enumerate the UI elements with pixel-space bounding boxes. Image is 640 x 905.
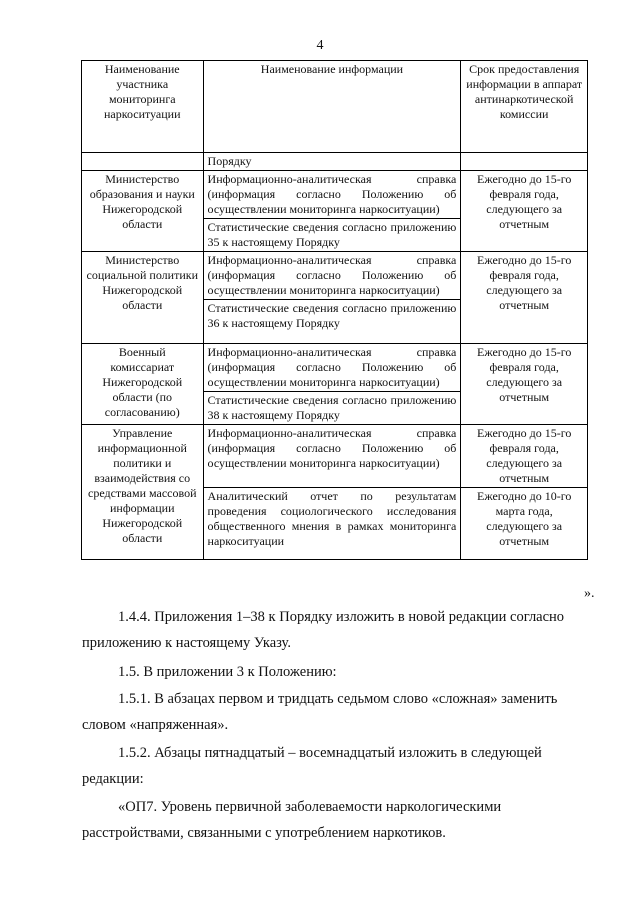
- table-row: [82, 252, 588, 300]
- participant-cell: Управление информационной политики и взаимодействия со средствами массовой информации Нижегородской области: [82, 425, 204, 560]
- info-cell: Статистические сведения согласно приложению 38 к настоящему Порядку: [203, 392, 461, 425]
- paragraph-op7-continuation: расстройствами, связанными с употреблением наркотиков.: [82, 825, 446, 841]
- deadline-cell: Ежегодно до 15-го февраля года, следующего за отчетным: [461, 171, 588, 252]
- paragraph-op7: «ОП7. Уровень первичной заболеваемости наркологическими: [118, 799, 502, 815]
- info-cell: Статистические сведения согласно приложению 35 к настоящему Порядку: [203, 219, 461, 252]
- info-cell: Информационно-аналитическая справка (информация согласно Положению об осуществлении мониторинга наркоситуации): [203, 425, 461, 488]
- deadline-cell: Ежегодно до 15-го февраля года, следующего за отчетным: [461, 252, 588, 344]
- header-deadline: Срок предоставления информации в аппарат антинаркотической комиссии: [461, 61, 588, 153]
- deadline-cell: Ежегодно до 15-го февраля года, следующего за отчетным: [461, 425, 588, 488]
- closing-quote: ».: [584, 586, 595, 601]
- paragraph-1-5: 1.5. В приложении 3 к Положению:: [118, 664, 337, 680]
- paragraph-1-5-2: 1.5.2. Абзацы пятнадцатый – восемнадцатый изложить в следующей: [118, 745, 542, 761]
- deadline-cell: Ежегодно до 10-го марта года, следующего за отчетным: [461, 488, 588, 560]
- table-row-continuation: [82, 153, 588, 171]
- paragraph-1-4-4: 1.4.4. Приложения 1–38 к Порядку изложить в новой редакции согласно: [118, 609, 565, 625]
- continuation-empty-cell: [461, 153, 588, 171]
- deadline-cell: Ежегодно до 15-го февраля года, следующего за отчетным: [461, 344, 588, 425]
- table-row: [82, 425, 588, 488]
- table-header-row: [82, 61, 588, 153]
- info-cell: Информационно-аналитическая справка (информация согласно Положению об осуществлении мониторинга наркоситуации): [203, 344, 461, 392]
- continuation-cell: Порядку: [203, 153, 461, 171]
- header-information: Наименование информации: [203, 61, 461, 153]
- paragraph-1-5-1-continuation: словом «напряженная».: [82, 717, 229, 733]
- paragraph-1-4-4-continuation: приложению к настоящему Указу.: [82, 635, 291, 651]
- info-cell: Статистические сведения согласно приложению 36 к настоящему Порядку: [203, 300, 461, 344]
- info-cell: Информационно-аналитическая справка (информация согласно Положению об осуществлении мониторинга наркоситуации): [203, 171, 461, 219]
- continuation-empty-cell: [82, 153, 204, 171]
- info-cell: Аналитический отчет по результатам проведения социологического исследования общественного мнения в рамках мониторинга наркоситуации: [203, 488, 461, 560]
- participant-cell: Министерство образования и науки Нижегородской области: [82, 171, 204, 252]
- page-number: 4: [316, 38, 324, 53]
- table-row: [82, 344, 588, 392]
- paragraph-1-5-2-continuation: редакции:: [82, 771, 144, 787]
- table-row: [82, 171, 588, 219]
- info-cell: Информационно-аналитическая справка (информация согласно Положению об осуществлении мониторинга наркоситуации): [203, 252, 461, 300]
- monitoring-table: [81, 60, 588, 560]
- participant-cell: Военный комиссариат Нижегородской области (по согласованию): [82, 344, 204, 425]
- participant-cell: Министерство социальной политики Нижегородской области: [82, 252, 204, 344]
- header-participant: Наименование участника мониторинга наркоситуации: [82, 61, 204, 153]
- paragraph-1-5-1: 1.5.1. В абзацах первом и тридцать седьмом слово «сложная» заменить: [118, 691, 558, 707]
